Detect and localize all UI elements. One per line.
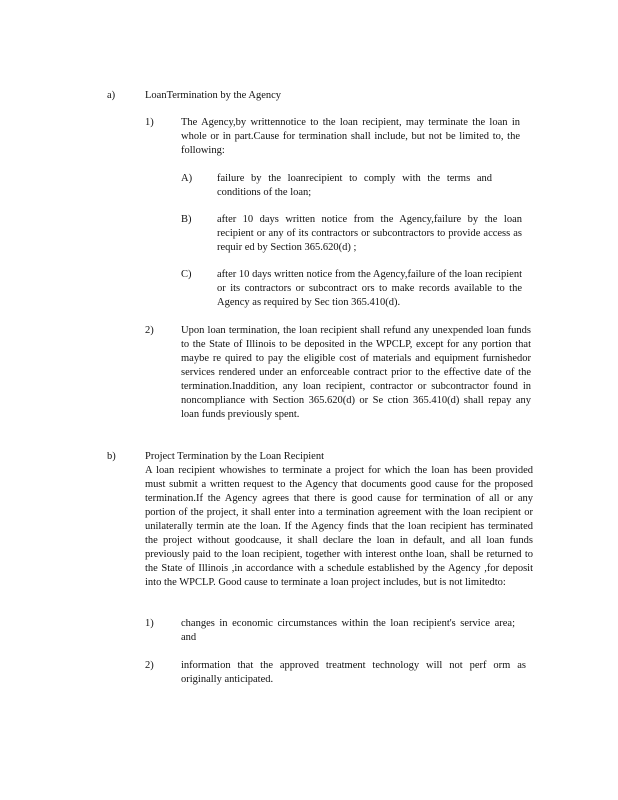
section-a-sub-a-label: A) (181, 173, 193, 184)
section-b-label: b) (107, 451, 116, 462)
section-a-item-1-label: 1) (145, 117, 154, 128)
section-b-item-2-text: information that the approved treatment technology will not perf orm as originally anticipated. (181, 660, 526, 685)
section-a-sub-b-text: after 10 days written notice from the Agency,failure by the loan recipient or any of its contractors or subcontractors to provide access as requir ed by Section 365.620(d) ; (217, 214, 522, 253)
section-a-item-1-text: The Agency,by writtennotice to the loan recipient, may terminate the loan in whole or in part.Cause for termination shall include, but not be limited to, the following: (181, 117, 520, 156)
section-a-sub-c-text: after 10 days written notice from the Agency,failure of the loan recipient or its contractors or subcontract ors to make records available to the Agency as required by Sec tion 365.410(d). (217, 269, 522, 308)
section-b-body-text: A loan recipient whowishes to terminate a project for which the loan has been provided must submit a written request to the Agency that documents good cause for the proposed termination.If the Agency agrees that there is good cause for termination of all or any portion of the project, it shall enter into a termination agreement with the loan recipient or unilaterally termin ate the loan. If the Agency finds that the loan recipient has terminated the project without goodcause, it shall declare the loan in default, and all loan funds previously paid to the loan recipient, together with interest onthe loan, shall be returned to the State of Illinois ,in accordance with a schedule established by the Agency ,for deposit into the WPCLP. Good cause to terminate a loan project includes, but is not limitedto: (145, 465, 533, 588)
section-b-item-1-text: changes in economic circumstances within the loan recipient's service area; and (181, 618, 515, 643)
section-a-item-2-label: 2) (145, 325, 154, 336)
section-a-item-2-text: Upon loan termination, the loan recipient shall refund any unexpended loan funds to the State of Illinois to be deposited in the WPCLP, except for any portion that maybe re quired to pay the eligible cost of materials and equipment furnishedor services rendered under an enforceable contract prior to the effective date of the termination.Inaddition, any loan recipient, contractor or subcontractor found in noncompliance with Section 365.620(d) or Se ction 365.410(d) shall repay any loan funds previously spent. (181, 325, 531, 420)
section-a-sub-a-text: failure by the loanrecipient to comply with the terms and conditions of the loan; (217, 173, 492, 198)
section-b-item-2-label: 2) (145, 660, 154, 671)
section-a-heading: LoanTermination by the Agency (145, 90, 282, 101)
section-a-sub-c-label: C) (181, 269, 192, 280)
section-a-sub-b-label: B) (181, 214, 192, 225)
section-a-label: a) (107, 90, 116, 101)
section-b-item-1-label: 1) (145, 618, 154, 629)
section-b-heading: Project Termination by the Loan Recipient (145, 451, 324, 462)
